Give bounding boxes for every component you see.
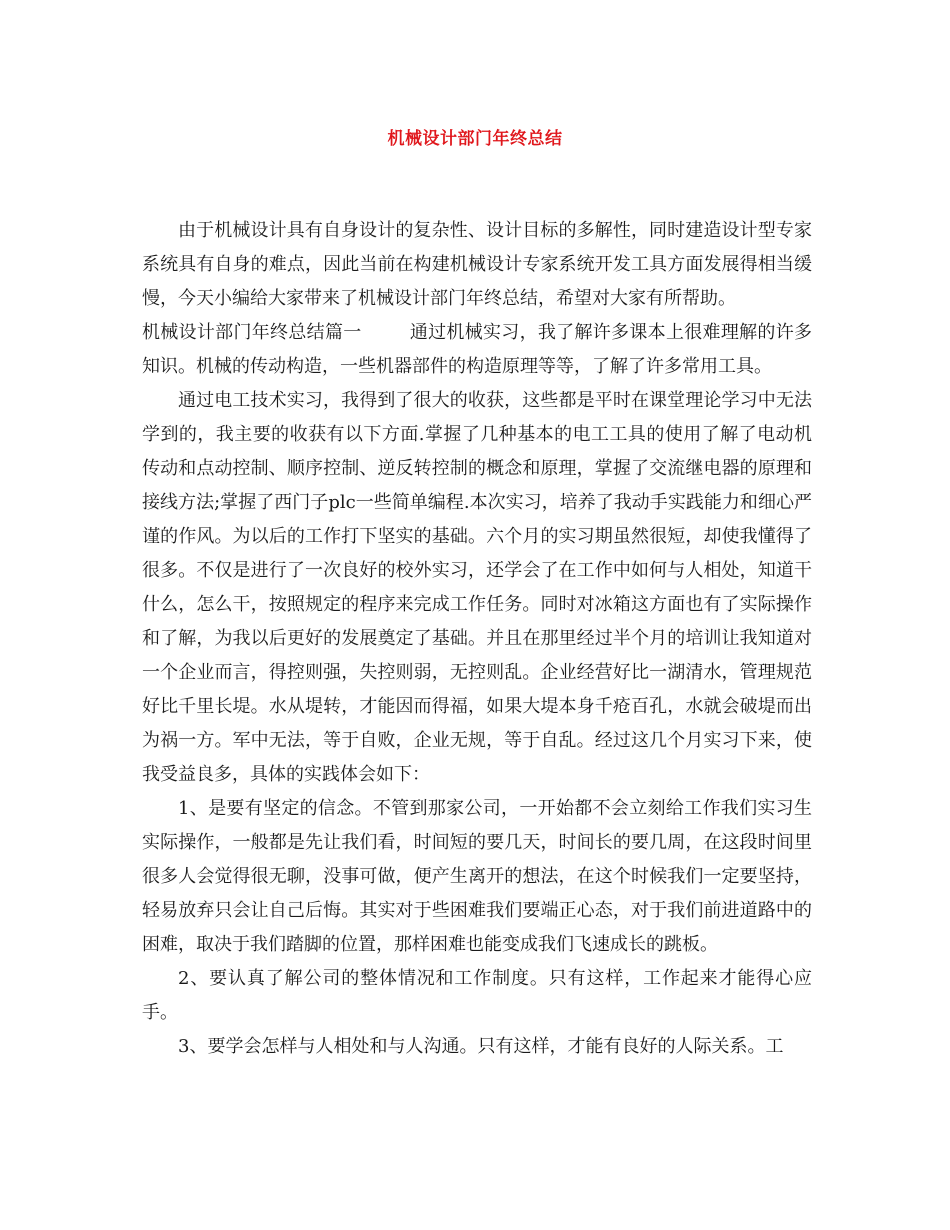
section-heading: 机械设计部门年终总结篇一 [142,322,362,343]
paragraph-2: 通过电工技术实习，我得到了很大的收获，这些都是平时在课堂理论学习中无法学到的，我主要的收获有以下方面.掌握了几种基本的电工工具的使用了解了电动机传动和点动控制、顺序控制、逆反转控制的概念和原理，掌握了交流继电器的原理和接线方法;掌握了西门子plc一些简单编程.本次实习，培养了我动手实践能力和细心严谨的作风。为以后的工作打下坚实的基础。六个月的实习期虽然很短，却使我懂得了很多。不仅是进行了一次良好的校外实习，还学会了在工作中如何与人相处，知道干什么，怎么干，按照规定的程序来完成工作任务。同时对冰箱这方面也有了实际操作和了解，为我以后更好的发展奠定了基础。并且在那里经过半个月的培训让我知道对一个企业而言，得控则强，失控则弱，无控则乱。企业经营好比一湖清水，管理规范好比千里长堤。水从堤转，才能因而得福，如果大堤本身千疮百孔，水就会破堤而出为祸一方。军中无法，等于自败，企业无规，等于自乱。经过这几个月实习下来，使我受益良多，具体的实践体会如下： [142,390,812,785]
point-3: 3、要学会怎样与人相处和与人沟通。只有这样，才能有良好的人际关系。工 [178,1036,784,1057]
document-title: 机械设计部门年终总结 [387,129,563,149]
document-body [142,214,812,1064]
intro-paragraph: 由于机械设计具有自身设计的复杂性、设计目标的多解性，同时建造设计型专家系统具有自身的难点，因此当前在构建机械设计专家系统开发工具方面发展得相当缓慢，今天小编给大家带来了机械设计部门年终总结，希望对大家有所帮助。 [142,220,812,309]
section-first-text: 通过机械实习，我了解许多课本上很难理解的许多知识。机械的传动构造，一些机器部件的构造原理等等，了解了许多常用工具。 [142,322,812,377]
point-2: 2、要认真了解公司的整体情况和工作制度。只有这样，工作起来才能得心应手。 [142,968,812,1023]
section-paragraph [142,316,812,384]
point-1: 1、是要有坚定的信念。不管到那家公司，一开始都不会立刻给工作我们实习生实际操作，一般都是先让我们看，时间短的要几天，时间长的要几周，在这段时间里很多人会觉得很无聊，没事可做，便产生离开的想法，在这个时候我们一定要坚持，轻易放弃只会让自己后悔。其实对于些困难我们要端正心态，对于我们前进道路中的困难，取决于我们踏脚的位置，那样困难也能变成我们飞速成长的跳板。 [142,798,812,955]
